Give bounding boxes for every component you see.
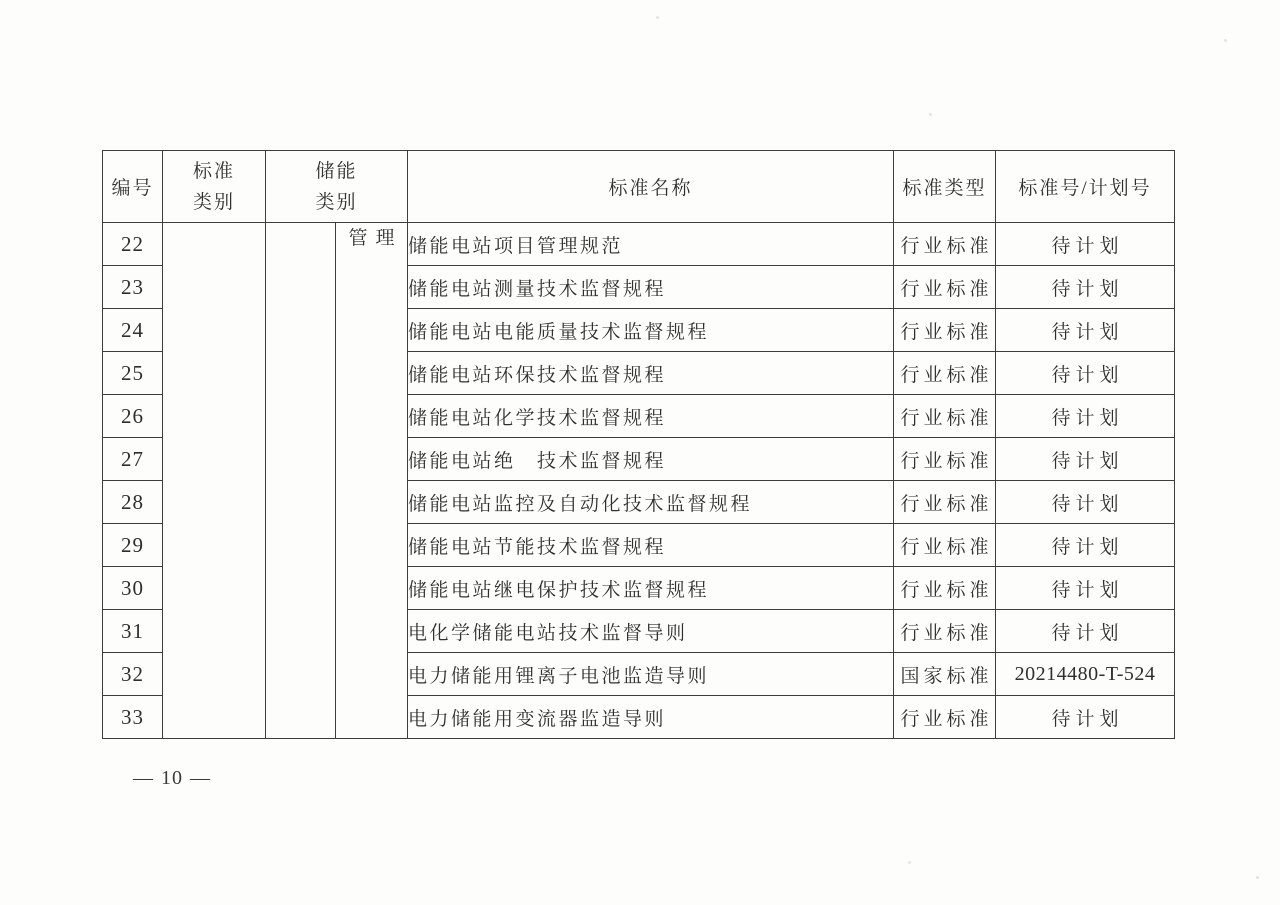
row-number-cell: 待计划 — [996, 309, 1175, 352]
row-type-cell: 行业标准 — [894, 266, 996, 309]
row-id-cell: 31 — [103, 610, 163, 653]
header-id: 编号 — [103, 151, 163, 223]
row-type-cell: 行业标准 — [894, 610, 996, 653]
row-name-cell: 储能电站电能质量技术监督规程 — [408, 309, 894, 352]
header-std-category — [163, 151, 266, 223]
row-type-cell: 行业标准 — [894, 309, 996, 352]
row-number-cell: 待计划 — [996, 610, 1175, 653]
row-number-cell: 待计划 — [996, 352, 1175, 395]
header-standard-type: 标准类型 — [894, 151, 996, 223]
header-std-category-line2: 类别 — [192, 191, 235, 213]
row-type-cell: 行业标准 — [894, 395, 996, 438]
storage-category-left-merged-cell — [266, 223, 336, 739]
row-name-cell: 储能电站节能技术监督规程 — [408, 524, 894, 567]
row-number-cell: 待计划 — [996, 524, 1175, 567]
row-type-cell: 行业标准 — [894, 567, 996, 610]
table-header-row — [103, 151, 1175, 223]
row-name-cell: 电化学储能电站技术监督导则 — [408, 610, 894, 653]
row-id-cell: 29 — [103, 524, 163, 567]
row-name-cell: 储能电站测量技术监督规程 — [408, 266, 894, 309]
std-category-merged-cell — [163, 223, 266, 739]
row-name-cell: 储能电站项目管理规范 — [408, 223, 894, 266]
row-id-cell: 22 — [103, 223, 163, 266]
row-name-cell: 储能电站监控及自动化技术监督规程 — [408, 481, 894, 524]
row-type-cell: 行业标准 — [894, 223, 996, 266]
header-std-category-line1: 标准 — [192, 160, 235, 182]
row-type-cell: 行业标准 — [894, 524, 996, 567]
row-id-cell: 27 — [103, 438, 163, 481]
row-name-cell: 储能电站继电保护技术监督规程 — [408, 567, 894, 610]
page-number — [126, 767, 218, 790]
row-type-cell: 行业标准 — [894, 352, 996, 395]
row-id-cell: 26 — [103, 395, 163, 438]
row-id-cell: 28 — [103, 481, 163, 524]
row-number-cell: 20214480-T-524 — [996, 653, 1175, 696]
scan-speck — [908, 861, 911, 864]
header-standard-number: 标准号/计划号 — [996, 151, 1175, 223]
standards-table — [102, 150, 1175, 739]
row-type-cell: 国家标准 — [894, 653, 996, 696]
scan-speck — [656, 16, 659, 19]
row-name-cell: 电力储能用变流器监造导则 — [408, 696, 894, 739]
row-id-cell: 23 — [103, 266, 163, 309]
row-number-cell: 待计划 — [996, 481, 1175, 524]
row-id-cell: 32 — [103, 653, 163, 696]
header-storage-category-line1: 储能 — [315, 160, 358, 182]
row-type-cell: 行业标准 — [894, 696, 996, 739]
page-number-value: 10 — [161, 767, 183, 789]
row-name-cell: 储能电站绝 技术监督规程 — [408, 438, 894, 481]
header-storage-category-line2: 类别 — [315, 191, 358, 213]
header-storage-category — [266, 151, 408, 223]
row-name-cell: 电力储能用锂离子电池监造导则 — [408, 653, 894, 696]
storage-category-right-merged-cell: 管理 — [336, 223, 408, 739]
page-number-dash-left: — — [133, 767, 154, 789]
row-number-cell: 待计划 — [996, 567, 1175, 610]
scan-speck — [929, 113, 932, 116]
row-name-cell: 储能电站化学技术监督规程 — [408, 395, 894, 438]
row-number-cell: 待计划 — [996, 438, 1175, 481]
row-name-cell: 储能电站环保技术监督规程 — [408, 352, 894, 395]
header-standard-name: 标准名称 — [408, 151, 894, 223]
page-number-dash-right: — — [190, 767, 211, 789]
row-number-cell: 待计划 — [996, 223, 1175, 266]
row-type-cell: 行业标准 — [894, 481, 996, 524]
scan-speck — [1256, 876, 1259, 879]
row-id-cell: 33 — [103, 696, 163, 739]
row-type-cell: 行业标准 — [894, 438, 996, 481]
row-id-cell: 30 — [103, 567, 163, 610]
row-id-cell: 24 — [103, 309, 163, 352]
row-number-cell: 待计划 — [996, 696, 1175, 739]
row-number-cell: 待计划 — [996, 395, 1175, 438]
table-row — [103, 223, 1175, 266]
row-id-cell: 25 — [103, 352, 163, 395]
scan-speck — [1224, 39, 1227, 42]
row-number-cell: 待计划 — [996, 266, 1175, 309]
